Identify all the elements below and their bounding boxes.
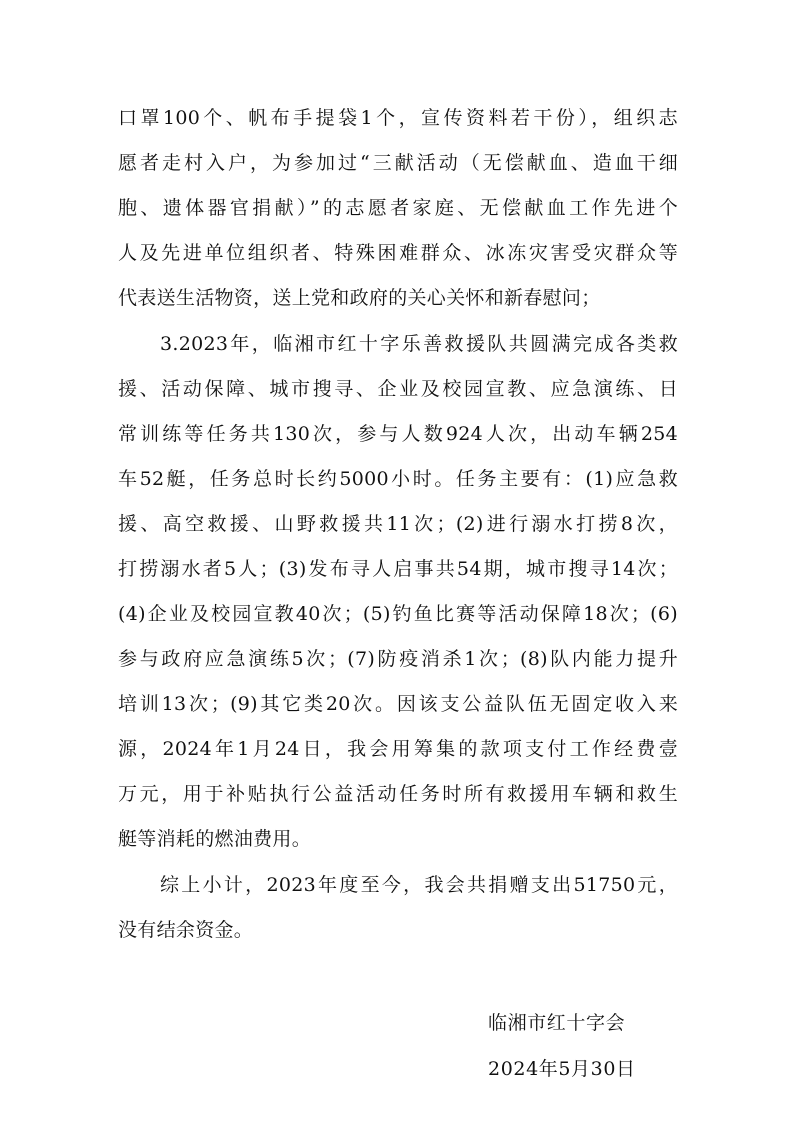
paragraph-2-line-10: 源，2024年1月24日，我会用筹集的款项支付工作经费壹 [118,738,678,760]
paragraph-1-line-2: 愿者走村入户，为参加过“三献活动（无偿献血、造血干细 [118,152,678,174]
paragraph-3-line-2: 没有结余资金。 [118,919,254,941]
paragraph-3-line-1: 综上小计，2023年度至今，我会共捐赠支出51750元， [160,874,678,896]
paragraph-1-line-4: 人及先进单位组织者、特殊困难群众、冰冻灾害受灾群众等 [118,242,678,264]
paragraph-2-line-6: 打捞溺水者5人；(3)发布寻人启事共54期，城市搜寻14次； [118,558,678,580]
paragraph-1-line-3: 胞、遗体器官捐献）”的志愿者家庭、无偿献血工作先进个 [118,197,678,219]
paragraph-1-line-1: 口罩100个、帆布手提袋1个，宣传资料若干份），组织志 [118,107,678,129]
paragraph-2-line-2: 援、活动保障、城市搜寻、企业及校园宣教、应急演练、日 [118,378,678,400]
paragraph-2-line-7: (4)企业及校园宣教40次；(5)钓鱼比赛等活动保障18次；(6) [118,603,678,625]
paragraph-2-line-8: 参与政府应急演练5次；(7)防疫消杀1次；(8)队内能力提升 [118,648,678,670]
paragraph-2-line-9: 培训13次；(9)其它类20次。因该支公益队伍无固定收入来 [118,693,678,715]
paragraph-2-line-1: 3.2023年，临湘市红十字乐善救援队共圆满完成各类救 [160,333,678,355]
signature-date: 2024年5月30日 [488,1058,636,1080]
paragraph-2-line-4: 车52艇，任务总时长约5000小时。任务主要有：(1)应急救 [118,468,678,490]
signature-organization: 临湘市红十字会 [488,1012,626,1034]
paragraph-2-line-3: 常训练等任务共130次，参与人数924人次，出动车辆254 [118,423,678,445]
paragraph-2-line-11: 万元，用于补贴执行公益活动任务时所有救援用车辆和救生 [118,783,678,805]
paragraph-2-line-12: 艇等消耗的燃油费用。 [118,828,312,850]
paragraph-1-line-5: 代表送生活物资，送上党和政府的关心关怀和新春慰问； [118,287,601,309]
paragraph-2-line-5: 援、高空救援、山野救援共11次；(2)进行溺水打捞8次， [118,513,678,535]
